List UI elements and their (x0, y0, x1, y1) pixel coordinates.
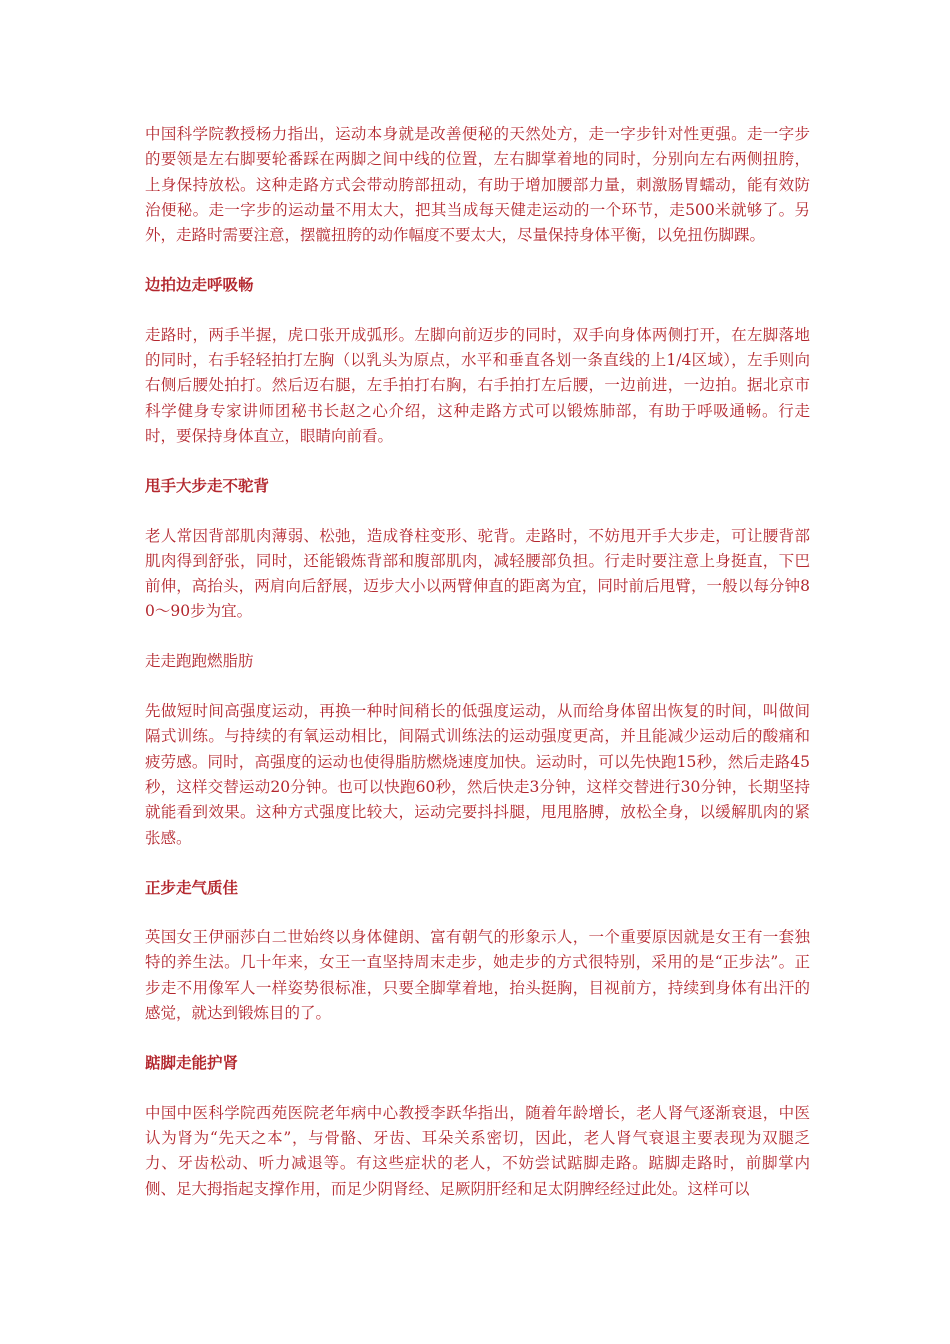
paragraph-swing-arms: 老人常因背部肌肉薄弱、松弛，造成脊柱变形、驼背。走路时，不妨甩开手大步走，可让腰背部肌肉得到舒张，同时，还能锻炼背部和腹部肌肉，减轻腰部负担。行走时要注意上身挺直，下巴前伸，高抬头，两肩向后舒展，迈步大小以两臂伸直的距离为宜，同时前后甩臂，一般以每分钟80～90步为宜。 (145, 526, 810, 621)
paragraph-march-step: 英国女王伊丽莎白二世始终以身体健朗、富有朝气的形象示人，一个重要原因就是女王有一套独特的养生法。几十年来，女王一直坚持周末走步，她走步的方式很特别，采用的是“正步法”。正步走不用像军人一样姿势很标准，只要全脚掌着地，抬头挺胸，目视前方，持续到身体有出汗的感觉，就达到锻炼目的了。 (145, 928, 810, 1023)
heading-march-step: 正步走气质佳 (145, 877, 239, 897)
heading-swing-arms: 甩手大步走不驼背 (145, 476, 270, 496)
paragraph-walk-run: 先做短时间高强度运动，再换一种时间稍长的低强度运动，从而给身体留出恢复的时间，叫做间隔式训练。与持续的有氧运动相比，间隔式训练法的运动强度更高，并且能减少运动后的酸痛和疲劳感。同时，高强度的运动也使得脂肪燃烧速度加快。运动时，可以先快跑15秒，然后走路45秒，这样交替运动20分钟。也可以快跑60秒，然后快走3分钟，这样交替进行30分钟，长期坚持就能看到效果。这种方式强度比较大，运动完要抖抖腿，甩甩胳膊，放松全身，以缓解肌肉的紧张感。 (145, 702, 810, 847)
heading-tiptoe-walk: 踮脚走能护肾 (145, 1053, 239, 1073)
paragraph-clap-walk: 走路时，两手半握，虎口张开成弧形。左脚向前迈步的同时，双手向身体两侧打开，在左脚落地的同时，右手轻轻拍打左胸（以乳头为原点，水平和垂直各划一条直线的上1/4区域），左手则向右侧后腰处拍打。然后迈右腿，左手拍打右胸，右手拍打左后腰，一边前进，一边拍。据北京市科学健身专家讲师团秘书长赵之心介绍，这种走路方式可以锻炼肺部，有助于呼吸通畅。行走时，要保持身体直立，眼睛向前看。 (145, 325, 810, 445)
document-page (145, 122, 810, 1202)
paragraph-tiptoe-walk: 中国中医科学院西苑医院老年病中心教授李跃华指出，随着年龄增长，老人肾气逐渐衰退，中医认为肾为“先天之本”，与骨骼、牙齿、耳朵关系密切，因此，老人肾气衰退主要表现为双腿乏力、牙齿松动、听力减退等。有这些症状的老人，不妨尝试踮脚走路。踮脚走路时，前脚掌内侧、足大拇指起支撑作用，而足少阴肾经、足厥阴肝经和足太阴脾经经过此处。这样可以 (145, 1103, 810, 1198)
paragraph-constipation: 中国科学院教授杨力指出，运动本身就是改善便秘的天然处方，走一字步针对性更强。走一字步的要领是左右脚要轮番踩在两脚之间中线的位置，左右脚掌着地的同时，分别向左右两侧扭胯，上身保持放松。这种走路方式会带动胯部扭动，有助于增加腰部力量，刺激肠胃蠕动，能有效防治便秘。走一字步的运动量不用太大，把其当成每天健走运动的一个环节，走500米就够了。另外，走路时需要注意，摆髋扭胯的动作幅度不要太大，尽量保持身体平衡，以免扭伤脚踝。 (145, 125, 810, 245)
heading-walk-run: 走走跑跑燃脂肪 (145, 651, 254, 670)
heading-clap-walk: 边拍边走呼吸畅 (145, 275, 254, 295)
